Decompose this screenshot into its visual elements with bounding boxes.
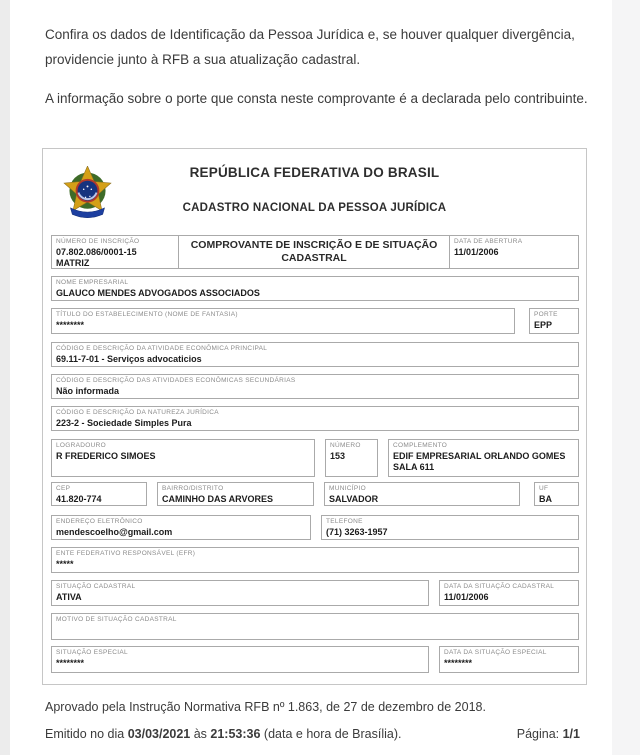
field-label: ENDEREÇO ELETRÔNICO: [56, 518, 143, 525]
row-situacao-cadastral: [51, 580, 579, 606]
page-indicator: [517, 727, 580, 741]
row-endereco: [51, 439, 579, 477]
field-value: 223-2 - Sociedade Simples Pura: [56, 417, 192, 428]
field-label: ENTE FEDERATIVO RESPONSÁVEL (EFR): [56, 550, 196, 557]
field-label: DATA DE ABERTURA: [454, 238, 523, 245]
field-label: MOTIVO DE SITUAÇÃO CADASTRAL: [56, 616, 177, 623]
field-data-situacao-especial: [439, 646, 579, 673]
row-cep-municipio: [51, 482, 579, 506]
row-situacao-especial: [51, 646, 579, 673]
field-nome-empresarial: [51, 276, 579, 301]
field-value: ********: [56, 319, 85, 330]
row-titulo-porte: [51, 308, 579, 334]
field-label: DATA DA SITUAÇÃO CADASTRAL: [444, 583, 555, 590]
field-value: ********: [444, 657, 473, 668]
field-label: UF: [539, 485, 549, 492]
field-value: Não informada: [56, 385, 120, 396]
row-efr: [51, 547, 579, 573]
row-motivo-situacao: [51, 613, 579, 640]
field-atividade-principal: [51, 342, 579, 367]
window-right-edge: [612, 0, 640, 755]
field-label: BAIRRO/DISTRITO: [162, 485, 224, 492]
row-inscricao: [51, 235, 579, 269]
field-value: ATIVA: [56, 591, 82, 602]
field-cep: [51, 482, 147, 506]
intro-text: [45, 22, 601, 111]
emitted-prefix: Emitido no dia: [45, 727, 128, 741]
field-value: 11/01/2006: [444, 591, 489, 602]
field-label: CÓDIGO E DESCRIÇÃO DA NATUREZA JURÍDICA: [56, 409, 219, 416]
intro-paragraph-2: A informação sobre o porte que consta neste comprovante é a declarada pelo contribuinte.: [45, 91, 588, 106]
field-value-matriz: MATRIZ: [56, 258, 90, 269]
window-left-edge: [0, 0, 10, 755]
field-value: ********: [56, 657, 85, 668]
row-contato: [51, 515, 579, 540]
field-value: EDIF EMPRESARIAL ORLANDO GOMES SALA 611: [393, 450, 566, 473]
field-value: mendescoelho@gmail.com: [56, 526, 173, 537]
approval-note: Aprovado pela Instrução Normativa RFB nº 1.863, de 27 de dezembro de 2018.: [45, 700, 486, 714]
field-titulo-estabelecimento: [51, 308, 515, 334]
field-logradouro: [51, 439, 315, 477]
field-label: TELEFONE: [326, 518, 363, 525]
emitted-mid: às: [190, 727, 211, 741]
field-label: DATA DA SITUAÇÃO ESPECIAL: [444, 649, 547, 656]
field-numero-inscricao: [52, 236, 178, 268]
page-label: Página:: [516, 727, 563, 741]
field-label: SITUAÇÃO ESPECIAL: [56, 649, 128, 656]
field-complemento: [388, 439, 579, 477]
field-value: EPP: [534, 319, 553, 330]
field-atividades-secundarias: [51, 374, 579, 399]
field-value: (71) 3263-1957: [326, 526, 388, 537]
field-value: 69.11-7-01 - Serviços advocaticios: [56, 353, 202, 364]
field-value: 41.820-774: [56, 493, 102, 504]
field-endereco-eletronico: [51, 515, 311, 540]
field-situacao-cadastral: [51, 580, 429, 606]
row-atividade-principal: [51, 342, 579, 367]
field-label: SITUAÇÃO CADASTRAL: [56, 583, 136, 590]
field-value: CAMINHO DAS ARVORES: [162, 493, 274, 504]
field-numero: [325, 439, 378, 477]
field-label: NÚMERO: [330, 442, 361, 449]
field-uf: [534, 482, 579, 506]
field-value: SALVADOR: [329, 493, 379, 504]
field-value: *****: [56, 558, 74, 569]
intro-paragraph-1: Confira os dados de Identificação da Pessoa Jurídica e, se houver qualquer divergência, providencie junto à RFB a sua atualização cadastral.: [45, 27, 575, 67]
field-porte: [529, 308, 579, 334]
row-nome-empresarial: [51, 276, 579, 301]
field-data-abertura: [450, 236, 578, 268]
emitted-date: 03/03/2021: [127, 727, 191, 741]
field-data-situacao-cadastral: [439, 580, 579, 606]
row-natureza-juridica: [51, 406, 579, 431]
field-label: CEP: [56, 485, 71, 492]
field-municipio: [324, 482, 520, 506]
field-bairro: [157, 482, 314, 506]
registry-title: CADASTRO NACIONAL DA PESSOA JURÍDICA: [182, 202, 447, 214]
field-label: CÓDIGO E DESCRIÇÃO DA ATIVIDADE ECONÔMICA PRINCIPAL: [56, 345, 268, 352]
field-value: R FREDERICO SIMOES: [56, 450, 156, 461]
field-label: TÍTULO DO ESTABELECIMENTO (NOME DE FANTASIA): [56, 311, 238, 318]
certificate-footer: [45, 700, 580, 741]
comprovante-title: COMPROVANTE DE INSCRIÇÃO E DE SITUAÇÃO CADASTRAL: [178, 236, 450, 268]
field-value: 153: [330, 450, 346, 461]
field-label: NOME EMPRESARIAL: [56, 279, 129, 286]
field-telefone: [321, 515, 579, 540]
field-value: GLAUCO MENDES ADVOGADOS ASSOCIADOS: [56, 287, 260, 298]
field-label: NÚMERO DE INSCRIÇÃO: [56, 238, 140, 245]
field-motivo-situacao: [51, 613, 579, 640]
cnpj-certificate-card: [42, 148, 587, 685]
field-label: CÓDIGO E DESCRIÇÃO DAS ATIVIDADES ECONÔMICAS SECUNDÁRIAS: [56, 377, 296, 384]
field-value: BA: [539, 493, 552, 504]
page-value: 1/1: [562, 727, 580, 741]
certificate-header: [43, 149, 586, 235]
emitted-suffix: (data e hora de Brasília).: [260, 727, 402, 741]
field-label: COMPLEMENTO: [393, 442, 448, 449]
emitted-note: [45, 727, 402, 741]
field-value: 07.802.086/0001-15: [56, 246, 137, 257]
field-natureza-juridica: [51, 406, 579, 431]
field-situacao-especial: [51, 646, 429, 673]
emitted-time: 21:53:36: [210, 727, 261, 741]
field-efr: [51, 547, 579, 573]
row-atividades-secundarias: [51, 374, 579, 399]
field-label: PORTE: [534, 311, 558, 318]
field-label: LOGRADOURO: [56, 442, 106, 449]
field-label: MUNICÍPIO: [329, 485, 367, 492]
field-value: 11/01/2006: [454, 246, 499, 257]
republic-title: REPÚBLICA FEDERATIVA DO BRASIL: [189, 165, 440, 180]
